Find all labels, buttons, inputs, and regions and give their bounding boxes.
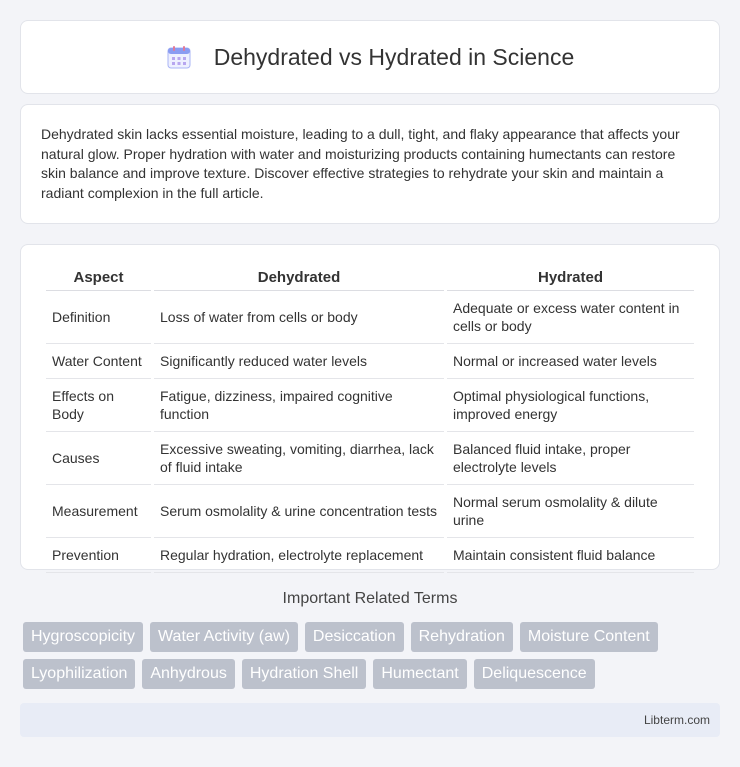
calendar-icon	[166, 44, 192, 70]
related-terms-title: Important Related Terms	[282, 590, 458, 607]
table-row	[46, 291, 694, 344]
table-cell: Effects on Body	[46, 379, 151, 432]
table-cell: Excessive sweating, vomiting, diarrhea, lack of fluid intake	[154, 432, 444, 485]
footer-brand-link[interactable]: Libterm.com	[643, 713, 710, 727]
table-row	[46, 538, 694, 573]
intro-card	[20, 104, 720, 224]
term-tag[interactable]: Moisture Content	[520, 622, 658, 652]
table-cell: Causes	[46, 432, 151, 485]
comparison-table	[43, 265, 697, 573]
table-cell: Normal serum osmolality & dilute urine	[447, 485, 694, 538]
table-cell: Prevention	[46, 538, 151, 573]
table-header: Aspect	[46, 265, 151, 291]
intro-text: Dehydrated skin lacks essential moisture, leading to a dull, tight, and flaky appearance that affects your natural glow. Proper hydration with water and moisturizing products containing humectants can restore skin balance and improve texture. Discover effective strategies to rehydrate your skin and maintain a radiant complexion in the full article.	[41, 126, 680, 201]
footer	[20, 703, 720, 737]
table-cell: Fatigue, dizziness, impaired cognitive function	[154, 379, 444, 432]
term-tag[interactable]: Deliquescence	[474, 659, 595, 689]
page-title: Dehydrated vs Hydrated in Science	[213, 43, 575, 70]
table-cell: Definition	[46, 291, 151, 344]
term-tag[interactable]: Rehydration	[411, 622, 513, 652]
term-tag[interactable]: Hygroscopicity	[23, 622, 143, 652]
table-row	[46, 379, 694, 432]
table-cell: Optimal physiological functions, improved energy	[447, 379, 694, 432]
comparison-card	[20, 244, 720, 570]
related-terms-list	[23, 622, 723, 689]
table-header: Hydrated	[447, 265, 694, 291]
table-row	[46, 485, 694, 538]
term-tag[interactable]: Anhydrous	[142, 659, 235, 689]
table-header-row	[46, 265, 694, 291]
table-cell: Normal or increased water levels	[447, 344, 694, 379]
term-tag[interactable]: Desiccation	[305, 622, 404, 652]
table-row	[46, 344, 694, 379]
table-cell: Adequate or excess water content in cells or body	[447, 291, 694, 344]
table-cell: Water Content	[46, 344, 151, 379]
table-cell: Measurement	[46, 485, 151, 538]
table-cell: Loss of water from cells or body	[154, 291, 444, 344]
table-cell: Serum osmolality & urine concentration tests	[154, 485, 444, 538]
header-card	[20, 20, 720, 94]
term-tag[interactable]: Humectant	[373, 659, 466, 689]
term-tag[interactable]: Lyophilization	[23, 659, 135, 689]
table-row	[46, 432, 694, 485]
table-cell: Maintain consistent fluid balance	[447, 538, 694, 573]
table-cell: Balanced fluid intake, proper electrolyte levels	[447, 432, 694, 485]
table-cell: Significantly reduced water levels	[154, 344, 444, 379]
table-header: Dehydrated	[154, 265, 444, 291]
term-tag[interactable]: Water Activity (aw)	[150, 622, 298, 652]
table-cell: Regular hydration, electrolyte replacement	[154, 538, 444, 573]
term-tag[interactable]: Hydration Shell	[242, 659, 367, 689]
